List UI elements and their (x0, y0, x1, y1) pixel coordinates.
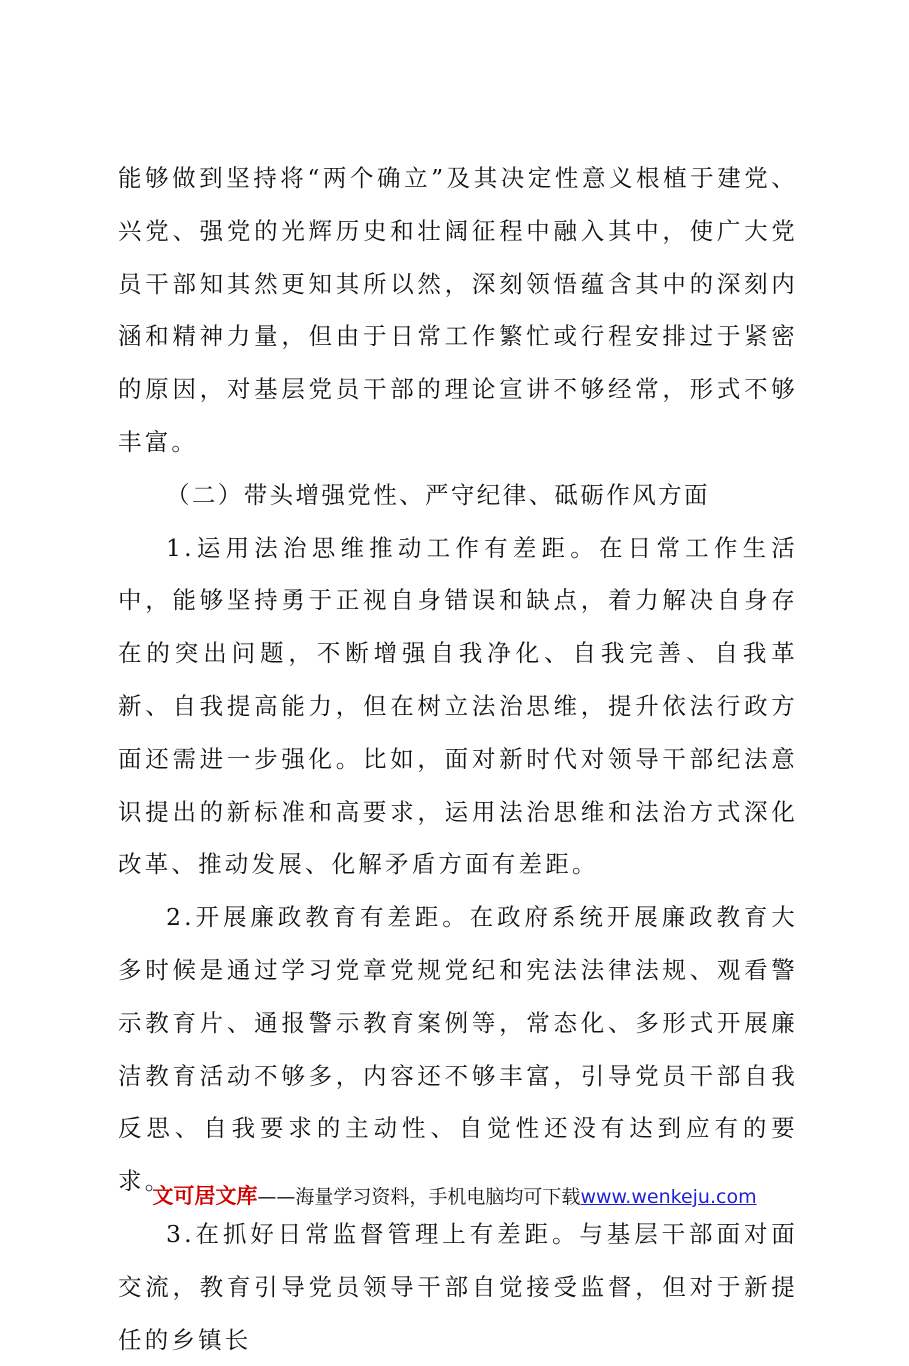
section-heading: （二）带头增强党性、严守纪律、砥砺作风方面 (166, 480, 710, 509)
footer-link[interactable]: www.wenkeju.com (580, 1186, 757, 1208)
paragraph-continuation: 能够做到坚持将“两个确立”及其决定性意义根植于建党、兴党、强党的光辉历史和壮阔征程中融入其中，使广大党员干部知其然更知其所以然，深刻领悟蕴含其中的深刻内涵和精神力量，但由于日常工作繁忙或行程安排过于紧密的原因，对基层党员干部的理论宣讲不够经常，形式不够丰富。 (118, 164, 798, 456)
footer-brand: 文可居文库 (152, 1184, 258, 1208)
footer-tagline: ——海量学习资料，手机电脑均可下载 (257, 1186, 581, 1208)
footer-banner (0, 1180, 909, 1210)
paragraph-item-1: 1.运用法治思维推动工作有差距。在日常工作生活中，能够坚持勇于正视自身错误和缺点，着力解决自身存在的突出问题，不断增强自我净化、自我完善、自我革新、自我提高能力，但在树立法治思维，提升依法行政方面还需进一步强化。比如，面对新时代对领导干部纪法意识提出的新标准和高要求，运用法治思维和法治方式深化改革、推动发展、化解矛盾方面有差距。 (118, 533, 798, 879)
paragraph-item-2: 2.开展廉政教育有差距。在政府系统开展廉政教育大多时候是通过学习党章党规党纪和宪法法律法规、观看警示教育片、通报警示教育案例等，常态化、多形式开展廉洁教育活动不够多，内容还不够丰富，引导党员干部自我反思、自我要求的主动性、自觉性还没有达到应有的要求。 (118, 903, 798, 1196)
paragraph-item-3: 3.在抓好日常监督管理上有差距。与基层干部面对面交流，教育引导党员领导干部自觉接受监督，但对于新提任的乡镇长 (118, 1219, 798, 1354)
